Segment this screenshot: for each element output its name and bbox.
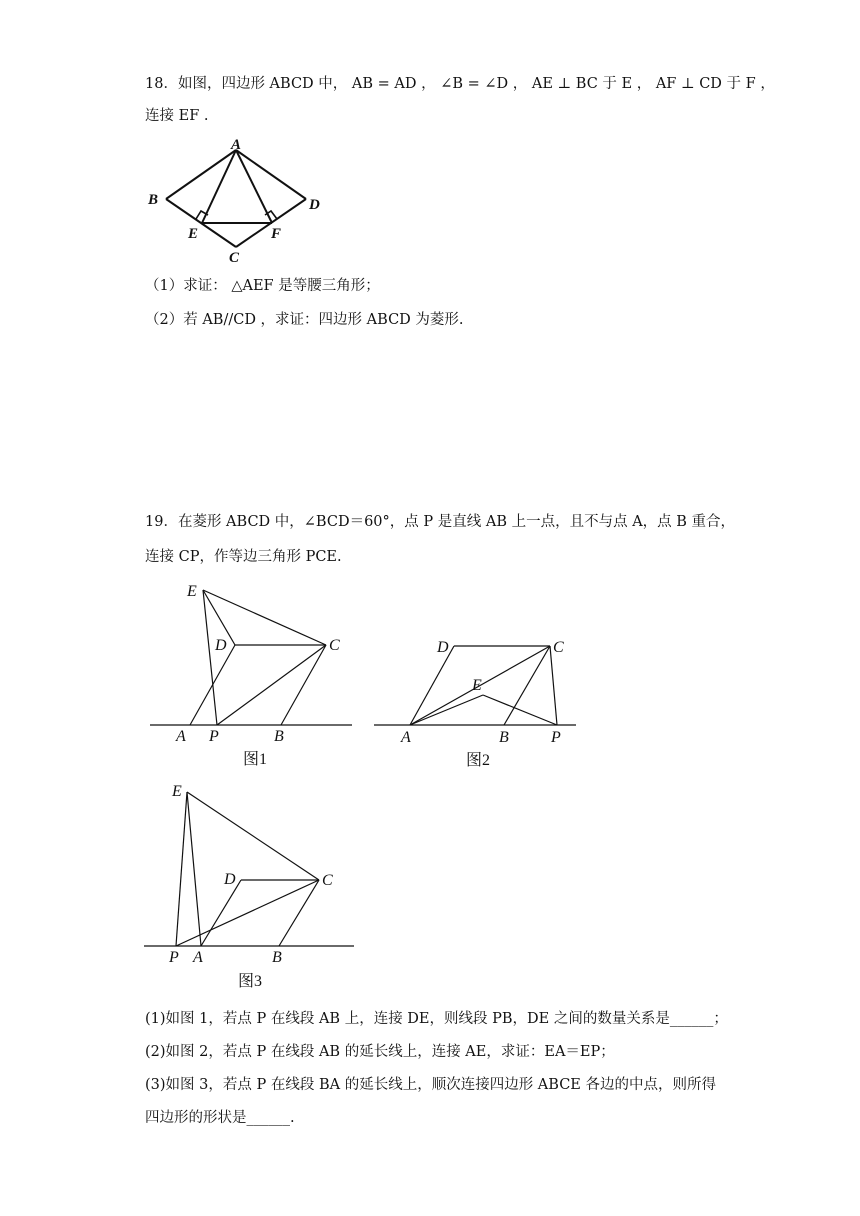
label-C: C: [229, 250, 240, 265]
label-A: A: [401, 729, 411, 746]
segment-AD: [201, 880, 241, 946]
label-F: F: [271, 226, 282, 242]
q19-line2: 连接 CP，作等边三角形 PCE.: [145, 549, 342, 565]
label-P: P: [169, 949, 179, 966]
q19-figure-3: [140, 778, 365, 996]
label-A: A: [231, 137, 242, 153]
label-C: C: [322, 872, 333, 889]
fig3-caption: 图3: [238, 973, 263, 990]
segment-CB: [281, 645, 326, 725]
label-B: B: [272, 949, 282, 966]
q18-sub2: （2）若 AB//CD ，求证：四边形 ABCD 为菱形.: [145, 312, 464, 328]
fig1-caption: 图1: [243, 751, 268, 768]
label-A: A: [193, 949, 203, 966]
label-P: P: [209, 728, 219, 745]
segment-AF: [236, 150, 272, 223]
q18-figure: [140, 135, 340, 265]
label-E: E: [187, 583, 197, 600]
label-D: D: [309, 197, 320, 213]
label-D: D: [224, 871, 236, 888]
label-B: B: [148, 192, 159, 208]
q19-figure-1: [145, 578, 360, 778]
segment-AD: [236, 150, 306, 199]
q18-sub1: （1）求证： △AEF 是等腰三角形；: [145, 278, 380, 294]
label-B: B: [499, 729, 509, 746]
label-A: A: [176, 728, 186, 745]
q19-sub1: (1)如图 1，若点 P 在线段 AB 上，连接 DE，则线段 PB，DE 之间的数量关系是______；: [145, 1011, 728, 1027]
segment-EP: [483, 695, 557, 725]
q19-sub2: (2)如图 2，若点 P 在线段 AB 的延长线上，连接 AE，求证：EA＝EP；: [145, 1044, 615, 1060]
segment-EA: [187, 792, 201, 946]
label-B: B: [274, 728, 284, 745]
q19-sub3-line2: 四边形的形状是______.: [145, 1110, 295, 1126]
label-P: P: [551, 729, 561, 746]
q19-figure-2: [370, 630, 585, 778]
segment-AE: [410, 695, 483, 725]
label-D: D: [215, 637, 227, 654]
q19-sub3-line1: (3)如图 3，若点 P 在线段 BA 的延长线上，顺次连接四边形 ABCE 各边的中点，则所得: [145, 1077, 716, 1093]
label-D: D: [437, 639, 449, 656]
segment-PE: [176, 792, 187, 946]
q19-line1: 19．在菱形 ABCD 中，∠BCD＝60°，点 P 是直线 AB 上一点，且不与点 A，点 B 重合，: [145, 514, 736, 530]
segment-PC: [217, 645, 326, 725]
label-E: E: [188, 226, 199, 242]
label-E: E: [472, 677, 482, 694]
label-C: C: [329, 637, 340, 654]
fig2-caption: 图2: [466, 752, 491, 769]
segment-CB: [279, 880, 319, 946]
segment-PC: [550, 646, 557, 725]
segment-EC: [187, 792, 319, 880]
label-E: E: [172, 783, 182, 800]
label-C: C: [553, 639, 564, 656]
q18-line2: 连接 EF .: [145, 108, 209, 124]
q18-line1: 18．如图，四边形 ABCD 中， AB = AD ， ∠B = ∠D ， AE ⊥ BC 于 E ， AF ⊥ CD 于 F ，: [145, 76, 775, 92]
